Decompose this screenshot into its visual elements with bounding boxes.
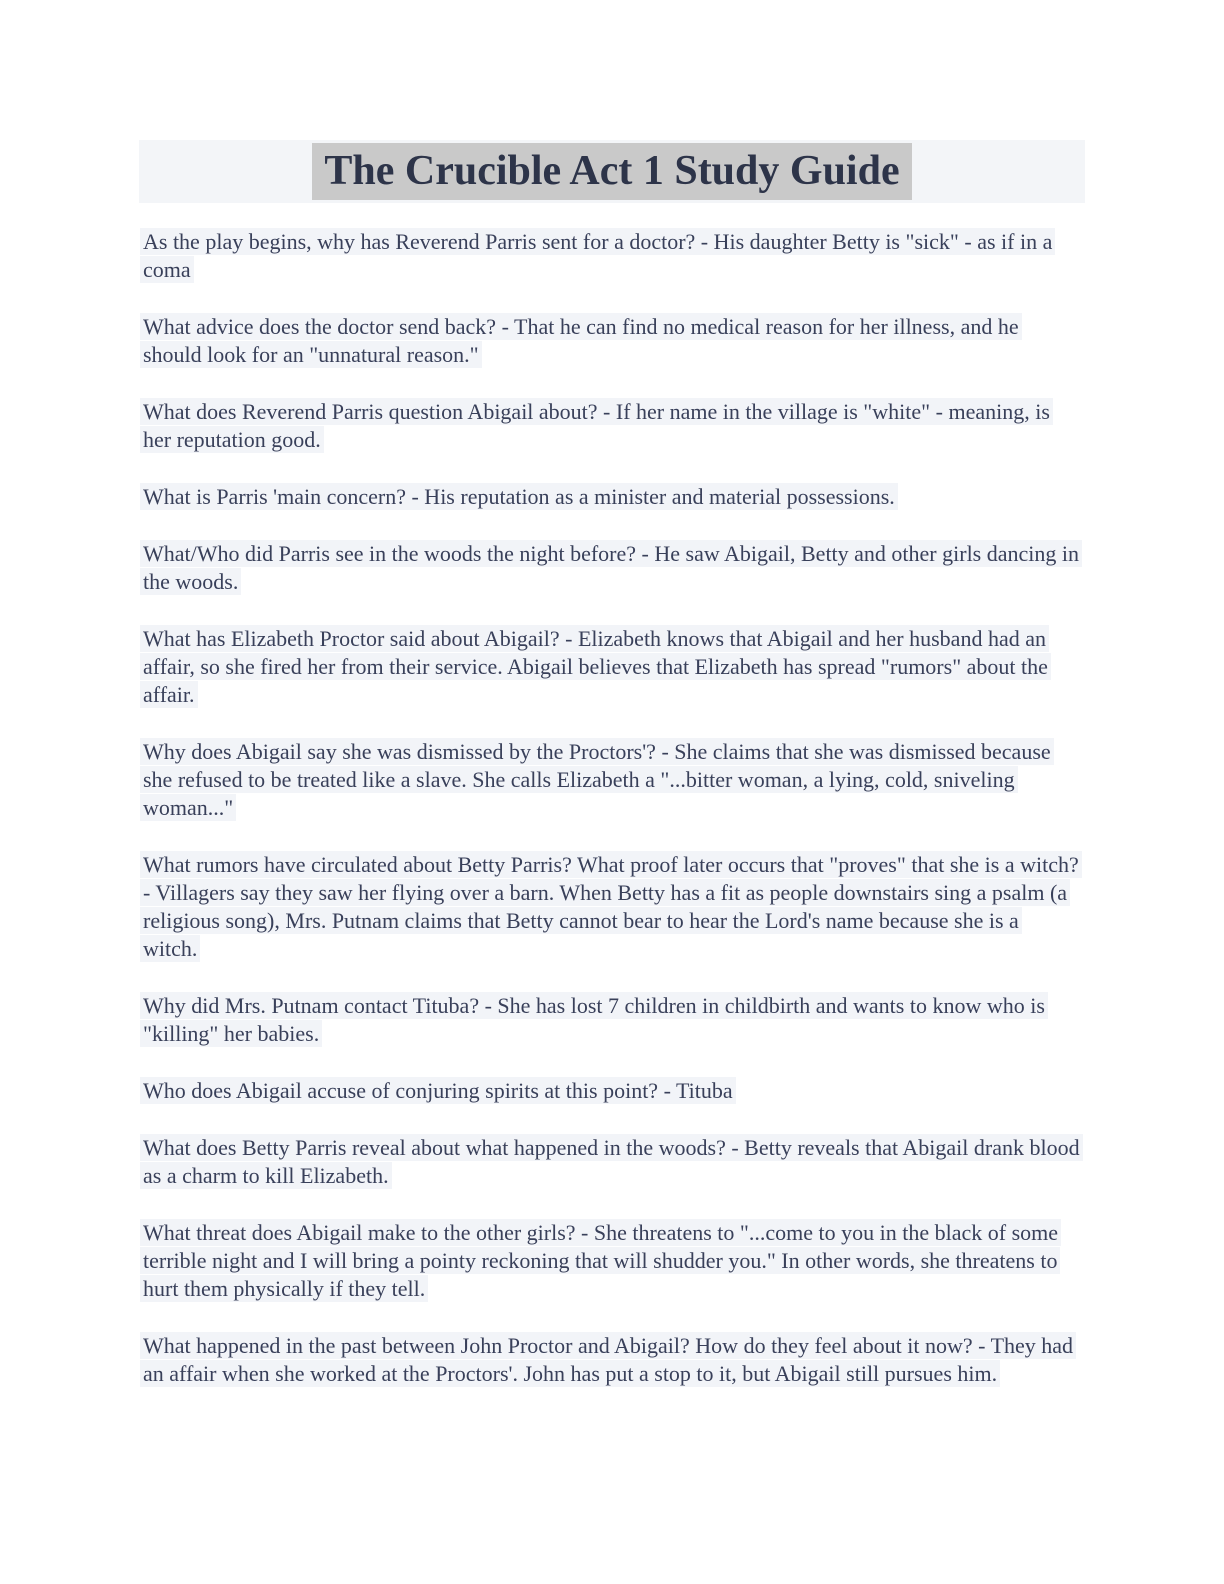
study-guide-content (140, 228, 1081, 1388)
title-banner (139, 140, 1085, 203)
qa-paragraph (140, 1332, 1081, 1388)
qa-text: As the play begins, why has Reverend Parris sent for a doctor? - His daughter Betty is "sick" - as if in a coma (140, 228, 1055, 283)
qa-paragraph (140, 1077, 1081, 1105)
qa-text: What does Betty Parris reveal about what happened in the woods? - Betty reveals that Abigail drank blood as a charm to kill Elizabeth. (140, 1134, 1083, 1189)
page-title: The Crucible Act 1 Study Guide (312, 143, 911, 200)
qa-paragraph (140, 851, 1081, 963)
qa-paragraph (140, 625, 1081, 709)
qa-text: What threat does Abigail make to the other girls? - She threatens to "...come to you in the black of some terrible night and I will bring a pointy reckoning that will shudder you." In other words, she threatens to hurt them physically if they tell. (140, 1219, 1061, 1302)
qa-paragraph (140, 992, 1081, 1048)
qa-paragraph (140, 483, 1081, 511)
qa-paragraph (140, 540, 1081, 596)
qa-text: Why does Abigail say she was dismissed by the Proctors'? - She claims that she was dismissed because she refused to be treated like a slave. She calls Elizabeth a "...bitter woman, a lying, cold, sniveling woman..." (140, 738, 1054, 821)
qa-paragraph (140, 1219, 1081, 1303)
qa-text: What/Who did Parris see in the woods the night before? - He saw Abigail, Betty and other girls dancing in the woods. (140, 540, 1082, 595)
qa-text: What does Reverend Parris question Abigail about? - If her name in the village is "white" - meaning, is her reputation good. (140, 398, 1053, 453)
qa-paragraph (140, 313, 1081, 369)
qa-text: What is Parris 'main concern? - His reputation as a minister and material possessions. (140, 483, 898, 510)
qa-text: Why did Mrs. Putnam contact Tituba? - She has lost 7 children in childbirth and wants to know who is "killing" her babies. (140, 992, 1048, 1047)
qa-paragraph (140, 398, 1081, 454)
qa-text: What rumors have circulated about Betty Parris? What proof later occurs that "proves" that she is a witch? - Villagers say they saw her flying over a barn. When Betty has a fit as people downstairs sing a psalm (a religious song), Mrs. Putnam claims that Betty cannot bear to hear the Lord's name because she is a witch. (140, 851, 1082, 962)
qa-text: What has Elizabeth Proctor said about Abigail? - Elizabeth knows that Abigail and her husband had an affair, so she fired her from their service. Abigail believes that Elizabeth has spread "rumors" about the affair. (140, 625, 1051, 708)
qa-text: What advice does the doctor send back? - That he can find no medical reason for her illness, and he should look for an "unnatural reason." (140, 313, 1022, 368)
qa-text: Who does Abigail accuse of conjuring spirits at this point? - Tituba (140, 1077, 736, 1104)
qa-text: What happened in the past between John Proctor and Abigail? How do they feel about it now? - They had an affair when she worked at the Proctors'. John has put a stop to it, but Abigail still pursues him. (140, 1332, 1076, 1387)
qa-paragraph (140, 738, 1081, 822)
qa-paragraph (140, 1134, 1081, 1190)
qa-paragraph (140, 228, 1081, 284)
